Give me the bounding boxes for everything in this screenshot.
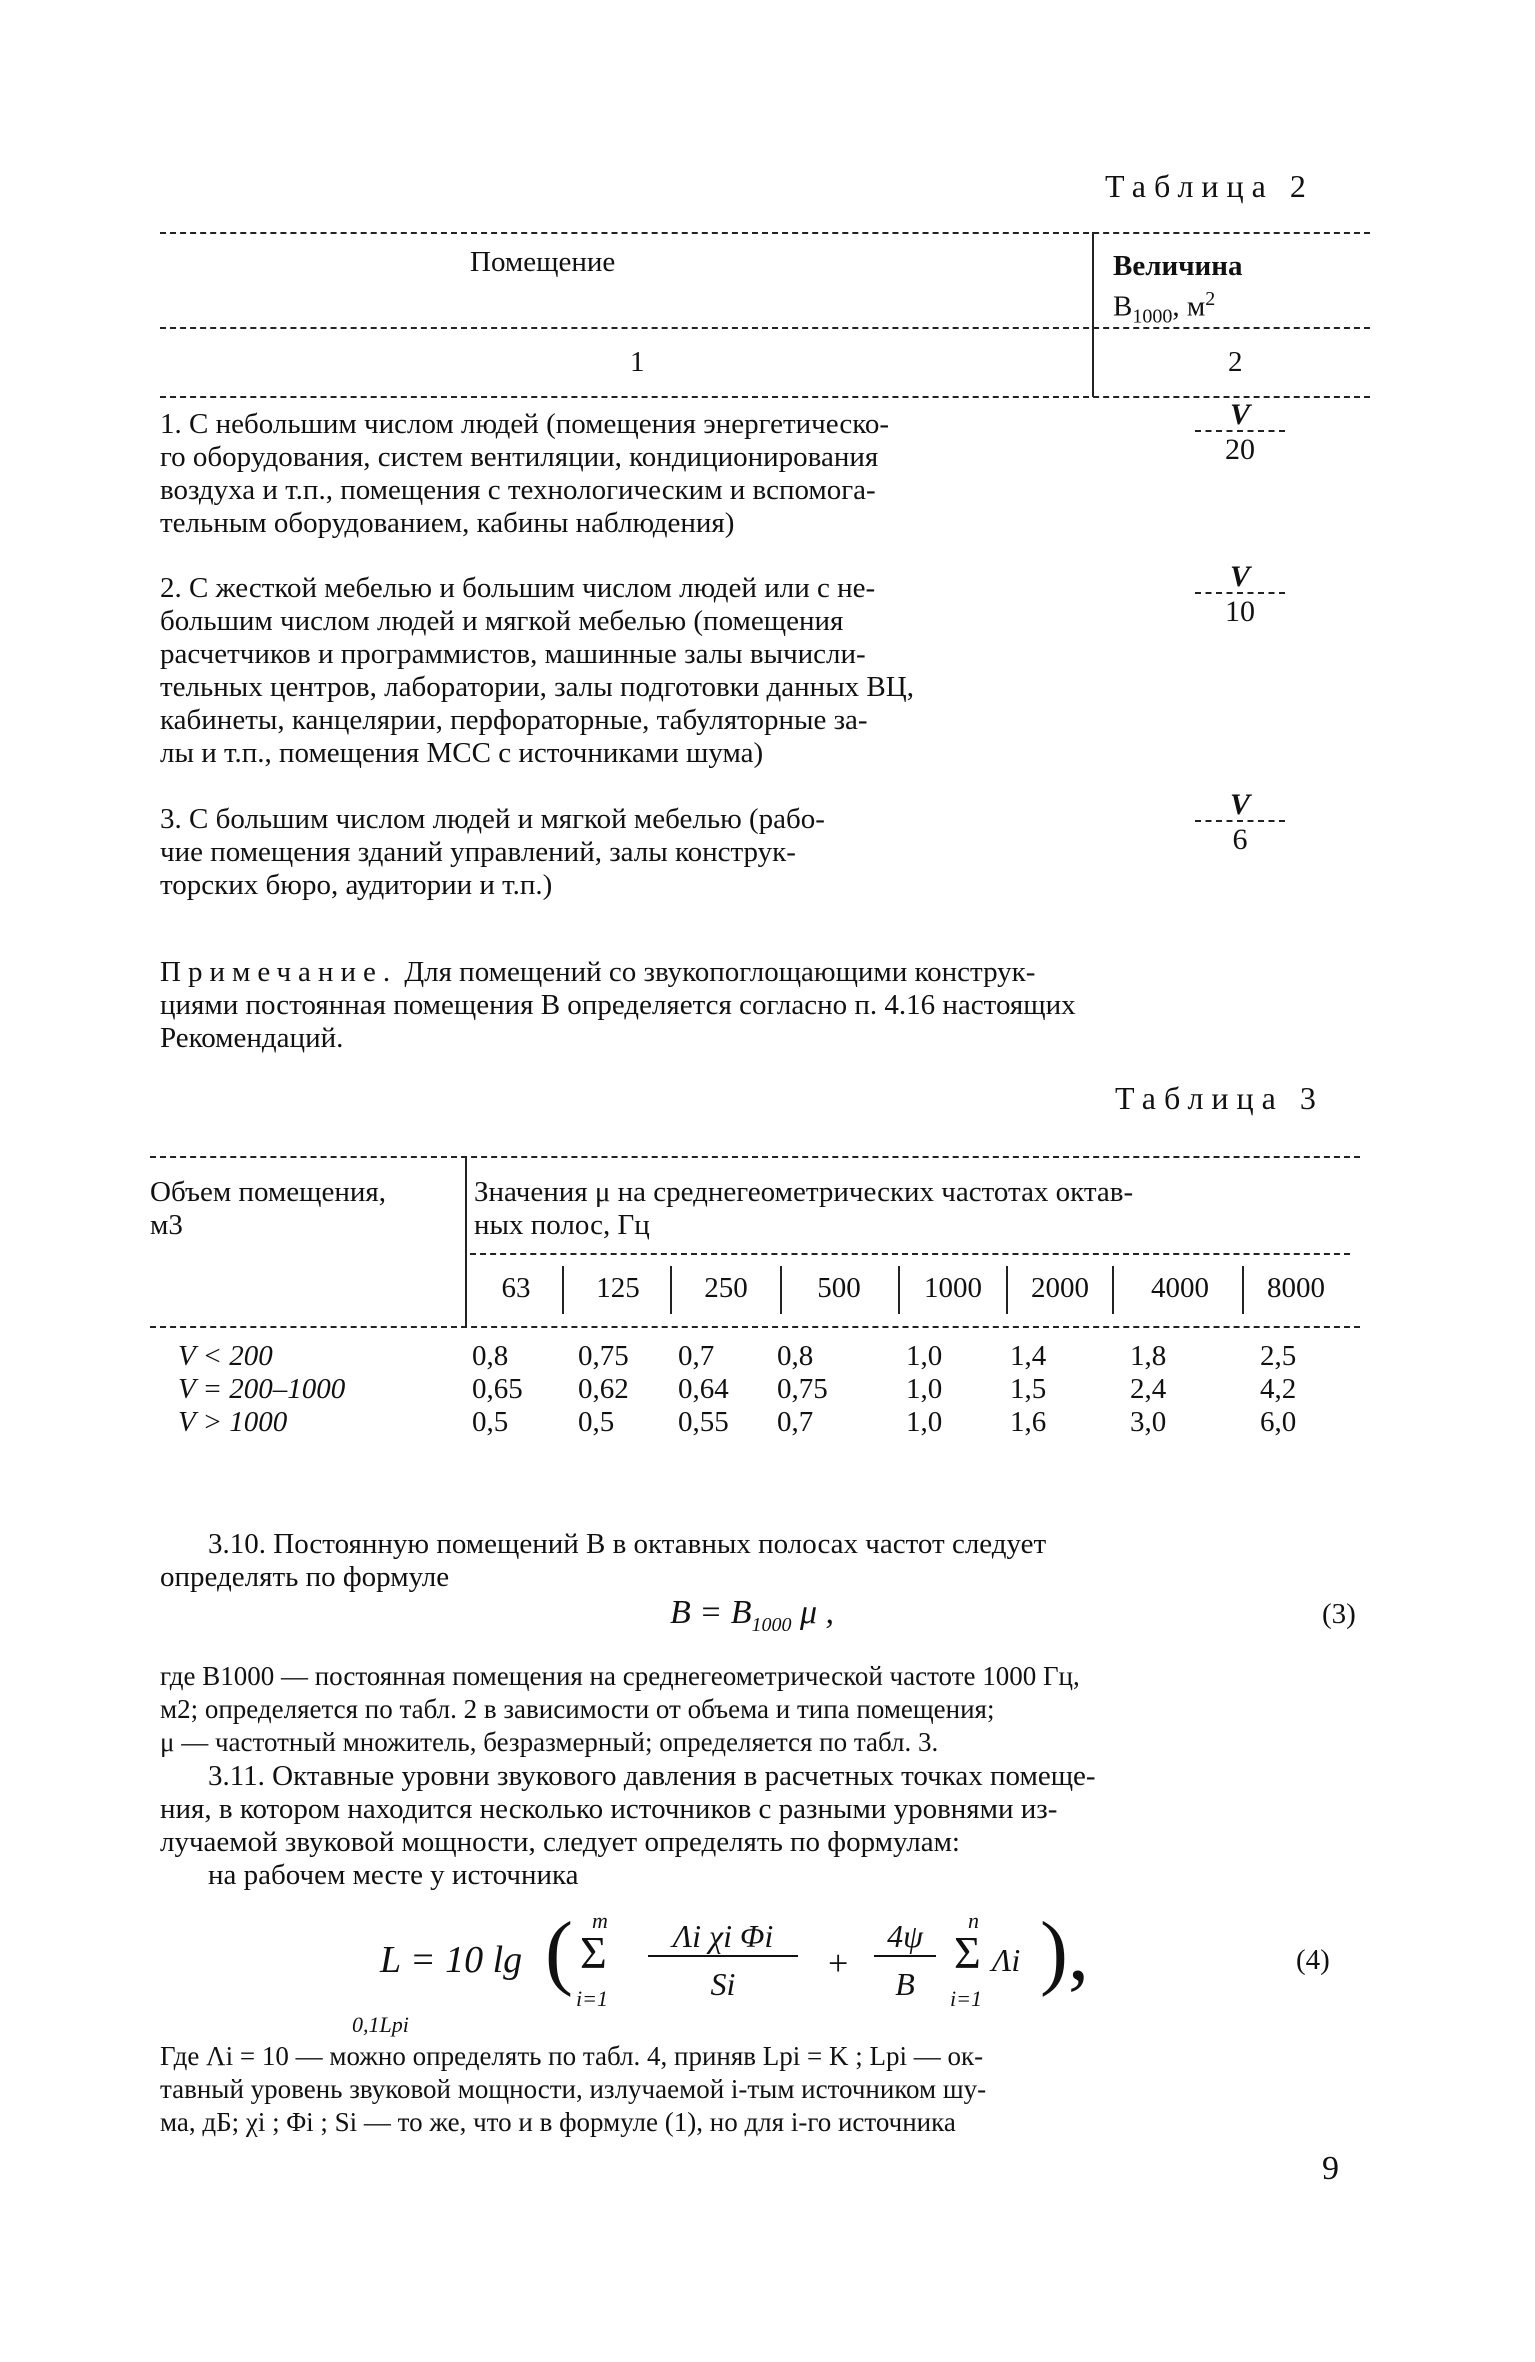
table3-freq-row <box>470 1266 1360 1316</box>
table3-caption: Таблица 3 <box>1115 1080 1324 1116</box>
table3-col1-header: Объем помещения, м3 <box>150 1176 386 1241</box>
table3-cell: 1,0 <box>906 1340 943 1372</box>
table3-cell: 1,4 <box>1010 1340 1047 1372</box>
sum1-bottom: i=1 <box>576 1986 608 2011</box>
table3-cell: 1,0 <box>906 1406 943 1438</box>
table3-cell: 2,4 <box>1130 1373 1167 1405</box>
frac1-num: Λi χi Φi <box>648 1918 798 1957</box>
freq-divider <box>670 1266 672 1314</box>
table3-cell: 0,8 <box>472 1340 509 1372</box>
page-number: 9 <box>1322 2150 1339 2187</box>
freq-divider <box>1006 1266 1008 1314</box>
section-3-10-text: 3.10. Постоянную помещений B в октавных полосах частот следует определять по формуле <box>160 1528 1047 1593</box>
sum2-sigma: Σ <box>954 1927 981 1978</box>
formula-4-lhs: L = 10 lg <box>380 1939 523 1981</box>
frac2-num: 4ψ <box>874 1918 936 1957</box>
table3-top-rule <box>150 1156 1360 1158</box>
table3-cell: 1,5 <box>1010 1373 1047 1405</box>
frac2-den: B <box>895 1966 915 2002</box>
table3-row-label: V = 200–1000 <box>178 1373 346 1405</box>
formula-3: $B = B_{1000}$ μ , <box>670 1594 835 1636</box>
paren-close: ), <box>1040 1905 1089 1998</box>
table3-cell: 0,8 <box>777 1340 814 1372</box>
table3-cell: 0,7 <box>678 1340 715 1372</box>
table2-note: Примечание. Для помещений со звукопоглощающими конструк- циями постоянная помещения B определяется согласно п. 4.16 настоящих Рекомендаций. <box>160 956 1076 1054</box>
table2-col1-num: 1 <box>630 346 645 378</box>
table2-col2-header-l1: Величина <box>1113 250 1243 282</box>
table2-column-divider <box>1092 232 1094 397</box>
table2-row2-value: $\frac{V}{10}$ <box>1195 562 1285 630</box>
sum1-sigma: Σ <box>580 1927 607 1978</box>
table3-cell: 0,5 <box>472 1406 509 1438</box>
table3-cell: 6,0 <box>1260 1406 1297 1438</box>
formula-4 <box>380 1904 1180 2024</box>
table3-cell: 3,0 <box>1130 1406 1167 1438</box>
table2-row2-text: 2. С жесткой мебелью и большим числом людей или с не- большим числом людей и мягкой мебелью (помещения расчетчиков и программистов, машинные залы вычисли- тельных центров, лаборатории, залы подготовки данных ВЦ, кабинеты, канцелярии, перфораторные, табуляторные за- лы и т.п., помещения МСС с источниками шума) <box>160 572 914 769</box>
freq-divider <box>898 1266 900 1314</box>
frac1-den: Si <box>710 1966 736 2002</box>
plus-sign: + <box>828 1943 849 1983</box>
table3-span-rule <box>470 1253 1350 1255</box>
table3-cell: 0,55 <box>678 1406 729 1438</box>
sum2-bottom: i=1 <box>950 1986 982 2011</box>
table3-cell: 2,5 <box>1260 1340 1297 1372</box>
table3-col1-divider <box>465 1156 467 1326</box>
table2-row1-text: 1. С небольшим числом людей (помещения энергетическо- го оборудования, систем вентиляции, кондиционирования воздуха и т.п., помещения с технологическим и вспомога- тельным оборудованием, кабины наблюдения) <box>160 408 889 539</box>
table3-cell: 1,8 <box>1130 1340 1167 1372</box>
sum2-top: n <box>968 1908 979 1933</box>
table3-row-label: V < 200 <box>178 1340 273 1372</box>
table2-col2-header-l2: $B_{1000}$, $м^2$ <box>1113 288 1216 328</box>
freq-divider <box>780 1266 782 1314</box>
table2-caption: Таблица 2 <box>1105 168 1314 204</box>
table3-cell: 0,75 <box>777 1373 828 1405</box>
freq-divider <box>562 1266 564 1314</box>
table3-cell: 0,5 <box>578 1406 615 1438</box>
table3-freq-63: 63 <box>501 1272 531 1304</box>
table3-span-header: Значения μ на среднегеометрических частотах октав- ных полос, Гц <box>474 1176 1134 1241</box>
table3-freq-8000: 8000 <box>1267 1272 1325 1304</box>
table3-cell: 0,75 <box>578 1340 629 1372</box>
exponent: 0,1Lpi <box>352 2012 409 2037</box>
table3-freq-500: 500 <box>817 1272 861 1304</box>
section-3-11-text: 3.11. Октавные уровни звукового давления в расчетных точках помеще- ния, в котором находится несколько источников с разными уровнями из- лучаемой звуковой мощности, следует определять по формулам: на рабочем месте у источника <box>160 1760 1096 1891</box>
table3-cell: 4,2 <box>1260 1373 1297 1405</box>
formula-4-number: (4) <box>1296 1944 1330 1976</box>
table3-freq-1000: 1000 <box>924 1272 982 1304</box>
table3-cell: 0,64 <box>678 1373 729 1405</box>
table2-row3-text: 3. С большим числом людей и мягкой мебелью (рабо- чие помещения зданий управлений, залы конструк- торских бюро, аудитории и т.п.) <box>160 803 825 901</box>
table2-col2-num: 2 <box>1228 346 1243 378</box>
table2-col1-header: Помещение <box>470 246 616 278</box>
freq-divider <box>1112 1266 1114 1314</box>
table3-header-rule <box>150 1326 1360 1328</box>
table3-freq-2000: 2000 <box>1031 1272 1089 1304</box>
table3-cell: 1,6 <box>1010 1406 1047 1438</box>
sum2-term: Λi <box>992 1942 1021 1978</box>
table2-row1-value: $\frac{V}{20}$ <box>1195 400 1285 468</box>
section-3-11-where: Где Λi = 10 — можно определять по табл. 4, приняв Lpi = K ; Lpi — ок- тавный уровень звуковой мощности, излучаемой i-тым источником шу- ма, дБ; χi ; Φi ; Si — то же, что и в формуле (1), но для i-го источника <box>160 2041 987 2137</box>
section-3-10-where: где B1000 — постоянная помещения на среднегеометрической частоте 1000 Гц, м2; определяется по табл. 2 в зависимости от объема и типа помещения; μ — частотный множитель, безразмерный; определяется по табл. 3. <box>160 1661 1080 1757</box>
table3-freq-250: 250 <box>704 1272 748 1304</box>
table2-header-rule <box>160 327 1370 329</box>
paren-open: ( <box>545 1905 573 1998</box>
formula-3-number: (3) <box>1322 1598 1356 1630</box>
table3-body <box>150 1340 1370 1450</box>
freq-divider <box>1242 1266 1244 1314</box>
table3-cell: 0,62 <box>578 1373 629 1405</box>
table2-num-rule <box>160 396 1370 398</box>
table2-top-rule <box>160 232 1370 234</box>
table3-cell: 0,65 <box>472 1373 523 1405</box>
table2-row3-value: $\frac{V}{6}$ <box>1195 790 1285 858</box>
table3-cell: 0,7 <box>777 1406 814 1438</box>
sum1-top: m <box>592 1908 608 1933</box>
table3-cell: 1,0 <box>906 1373 943 1405</box>
table3-freq-4000: 4000 <box>1151 1272 1209 1304</box>
table3-freq-125: 125 <box>596 1272 640 1304</box>
table3-row-label: V > 1000 <box>178 1406 288 1438</box>
